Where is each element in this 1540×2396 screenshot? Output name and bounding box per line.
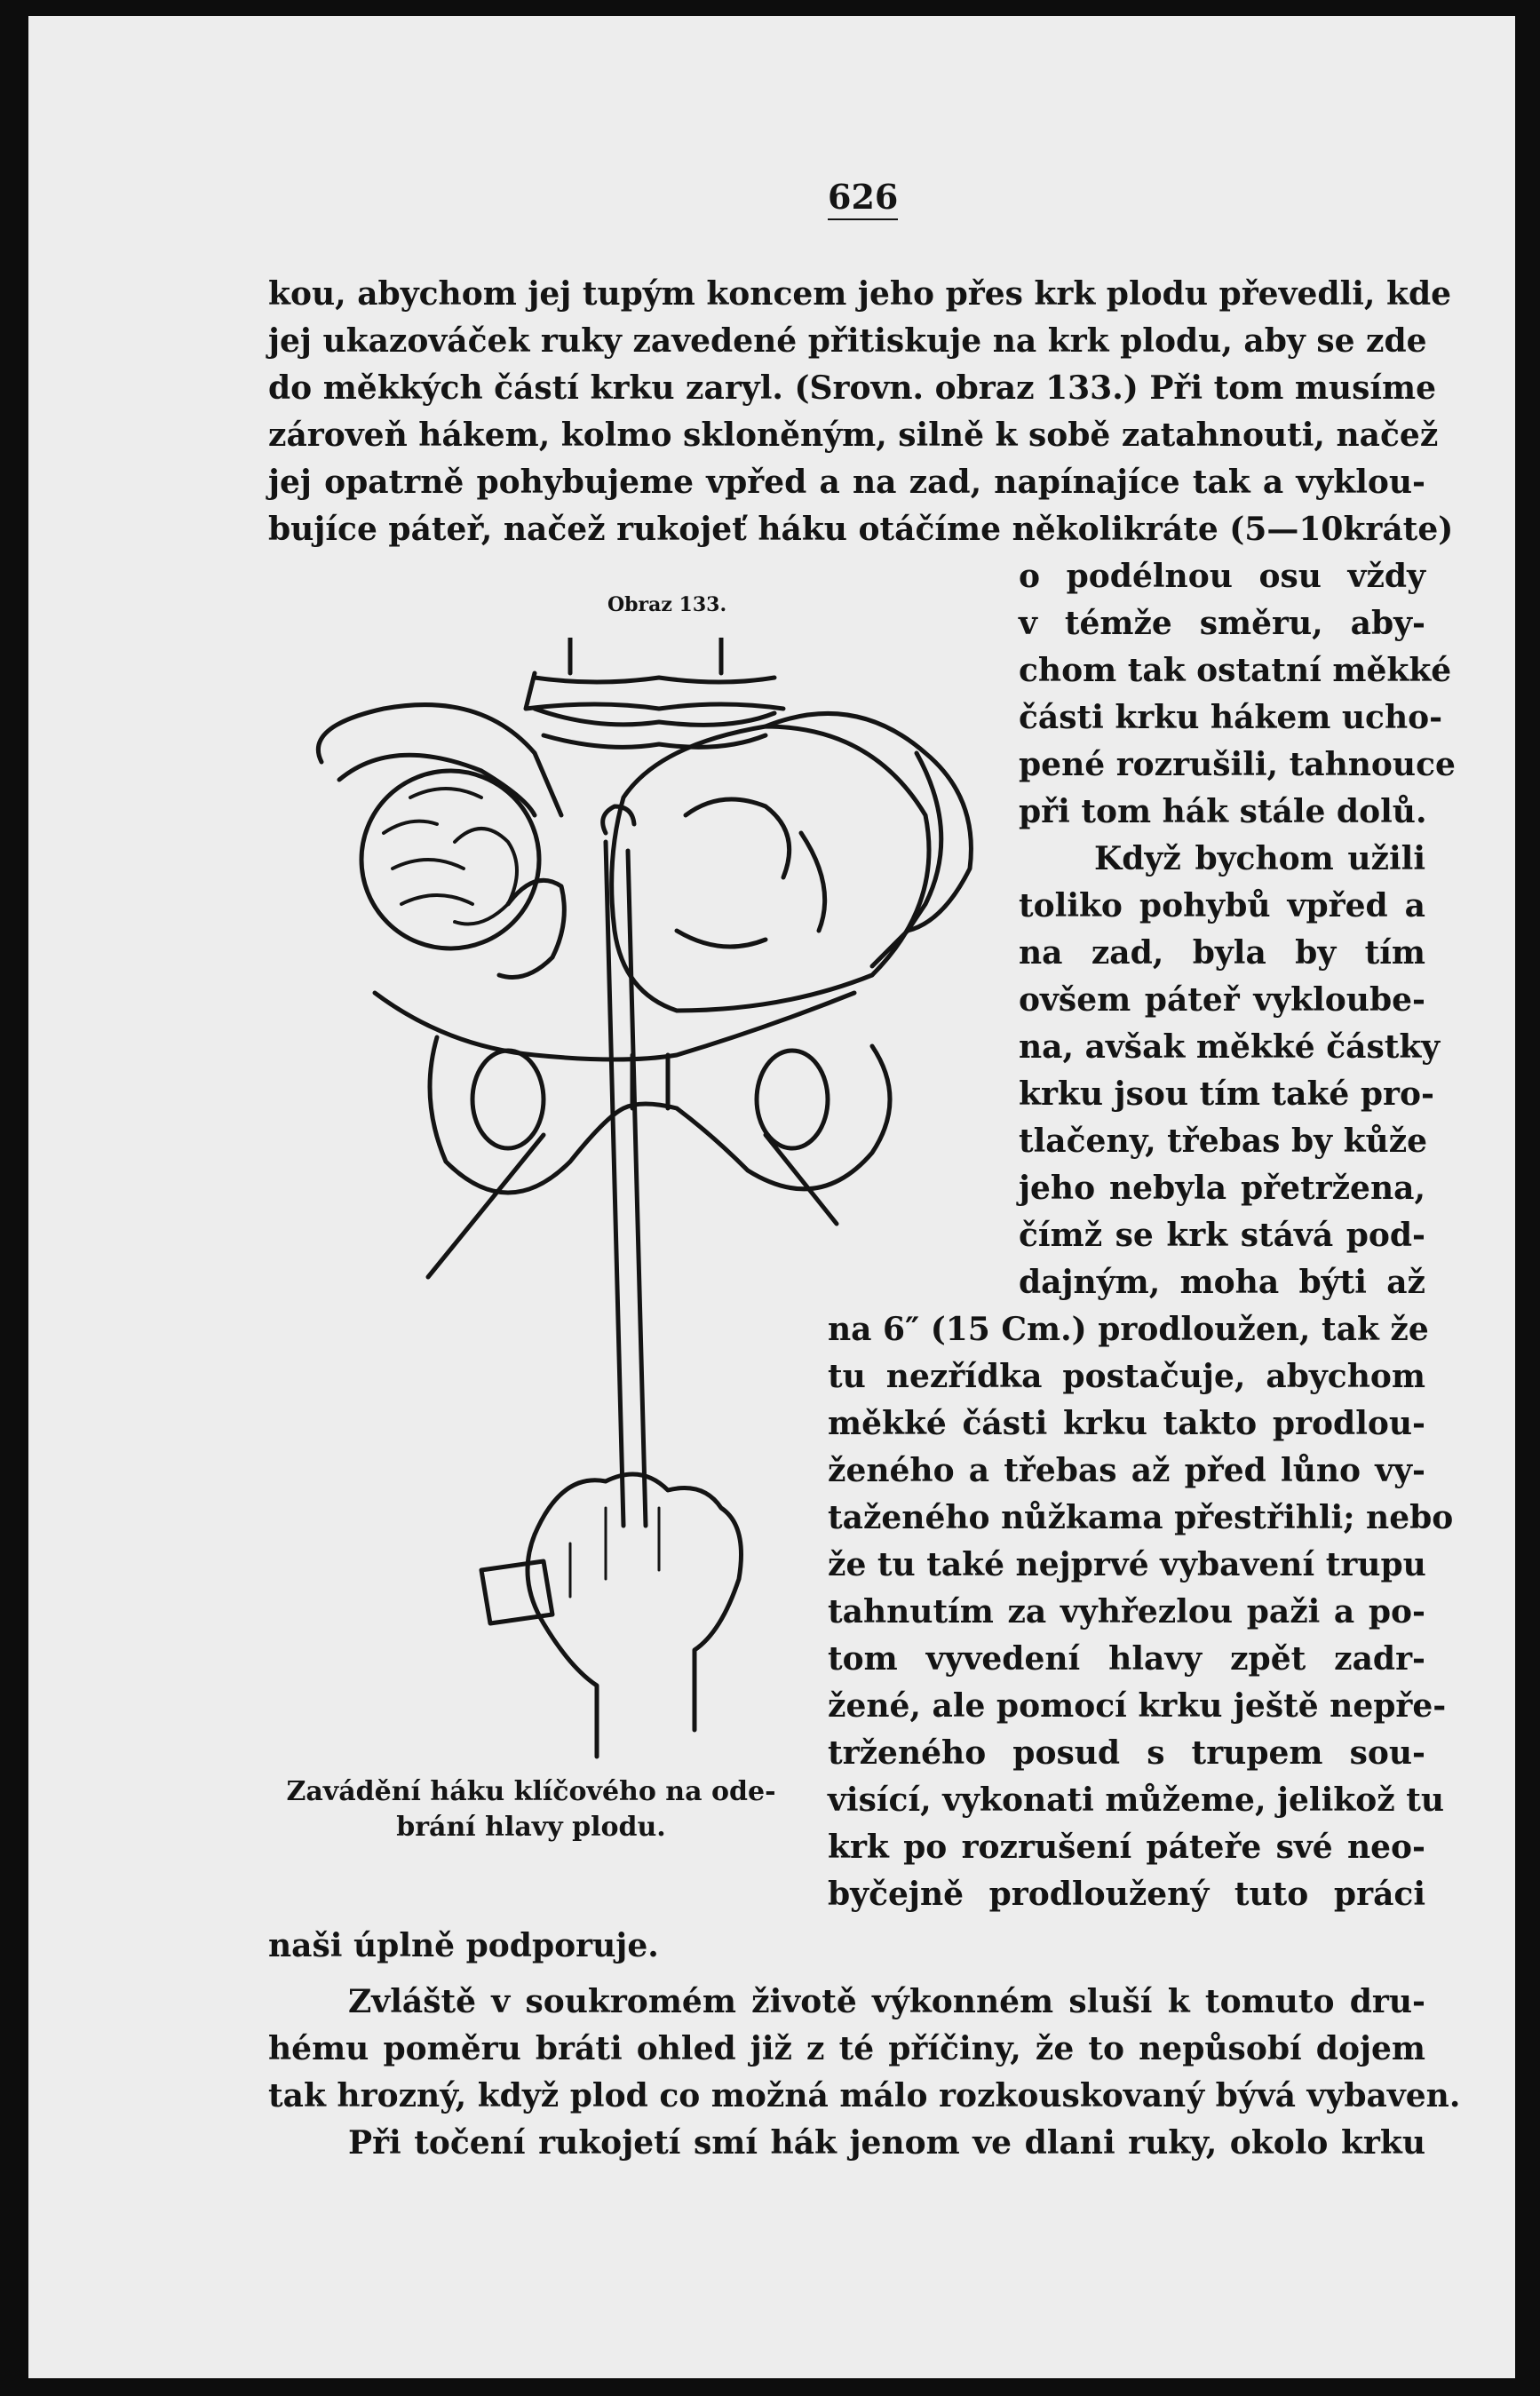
text-line: tlačeny, třebas by kůže: [1019, 1123, 1428, 1160]
text-line: Při točení rukojetí smí hák jenom ve dlani ruky, okolo krku: [348, 2124, 1425, 2162]
text-line: toliko pohybů vpřed a: [1019, 887, 1425, 924]
text-line: hému poměru bráti ohled již z té příčiny, že to nepůsobí dojem: [268, 2030, 1425, 2067]
book-page: [28, 16, 1515, 2378]
text-line: tu nezřídka postačuje, abychom: [828, 1358, 1425, 1395]
text-line: Když bychom užili: [1094, 840, 1425, 877]
text-line: trženého posud s trupem sou-: [828, 1734, 1425, 1772]
page-number: 626: [828, 178, 898, 220]
text-line: krk po rozrušení páteře své neo-: [828, 1829, 1425, 1866]
text-line: chom tak ostatní měkké: [1019, 652, 1452, 689]
text-line: pené rozrušili, tahnouce: [1019, 746, 1456, 783]
text-line: měkké části krku takto prodlou-: [828, 1405, 1425, 1442]
text-line: kou, abychom jej tupým koncem jeho přes krk plodu převedli, kde: [268, 275, 1452, 313]
text-line: tom vyvedení hlavy zpět zadr-: [828, 1640, 1425, 1678]
text-line: na, avšak měkké částky: [1019, 1028, 1441, 1066]
text-line: tak hrozný, když plod co možná málo rozkouskovaný bývá vybaven.: [268, 2077, 1461, 2114]
text-line: Zvláště v soukromém životě výkonném sluší k tomuto dru-: [348, 1983, 1425, 2020]
text-line: visící, vykonati můžeme, jelikož tu: [828, 1781, 1445, 1819]
text-line: ženého a třebas až před lůno vy-: [828, 1452, 1425, 1489]
text-line: části krku hákem ucho-: [1019, 699, 1443, 736]
text-line: zároveň hákem, kolmo skloněným, silně k sobě zatahnouti, načež: [268, 417, 1439, 454]
text-line: že tu také nejprvé vybavení trupu: [828, 1546, 1426, 1583]
text-line: žené, ale pomocí krku ještě nepře-: [828, 1687, 1447, 1725]
figure-caption: [282, 1774, 780, 1845]
text-line: bujíce páteř, načež rukojeť háku otáčíme několikráte (5—10kráte): [268, 511, 1454, 548]
caption-line: brání hlavy plodu.: [396, 1812, 666, 1843]
text-line: o podélnou osu vždy: [1019, 558, 1425, 595]
text-line: naši úplně podporuje.: [268, 1927, 659, 1964]
text-line: na 6″ (15 Cm.) prodloužen, tak že: [828, 1311, 1429, 1348]
text-line: tahnutím za vyhřezlou paži a po-: [828, 1593, 1425, 1630]
text-line: čímž se krk stává pod-: [1019, 1217, 1425, 1254]
caption-line: Zavádění háku klíčového na ode-: [286, 1776, 776, 1807]
text-line: při tom hák stále dolů.: [1019, 793, 1427, 830]
text-line: jej opatrně pohybujeme vpřed a na zad, napínajíce tak a vyklou-: [268, 464, 1425, 501]
text-line: ovšem páteř vykloube-: [1019, 981, 1425, 1019]
text-line: jeho nebyla přetržena,: [1019, 1170, 1425, 1207]
text-line: na zad, byla by tím: [1019, 934, 1425, 972]
text-line: do měkkých částí krku zaryl. (Srovn. obraz 133.) Při tom musíme: [268, 369, 1437, 407]
text-line: taženého nůžkama přestřihli; nebo: [828, 1499, 1454, 1536]
text-line: krku jsou tím také pro-: [1019, 1075, 1434, 1113]
text-line: jej ukazováček ruky zavedené přitiskuje na krk plodu, aby se zde: [268, 322, 1427, 360]
figure-label: Obraz 133.: [607, 593, 727, 616]
text-line: dajným, moha býti až: [1019, 1264, 1425, 1301]
text-line: byčejně prodloužený tuto práci: [828, 1876, 1425, 1913]
text-line: v témže směru, aby-: [1019, 605, 1425, 642]
